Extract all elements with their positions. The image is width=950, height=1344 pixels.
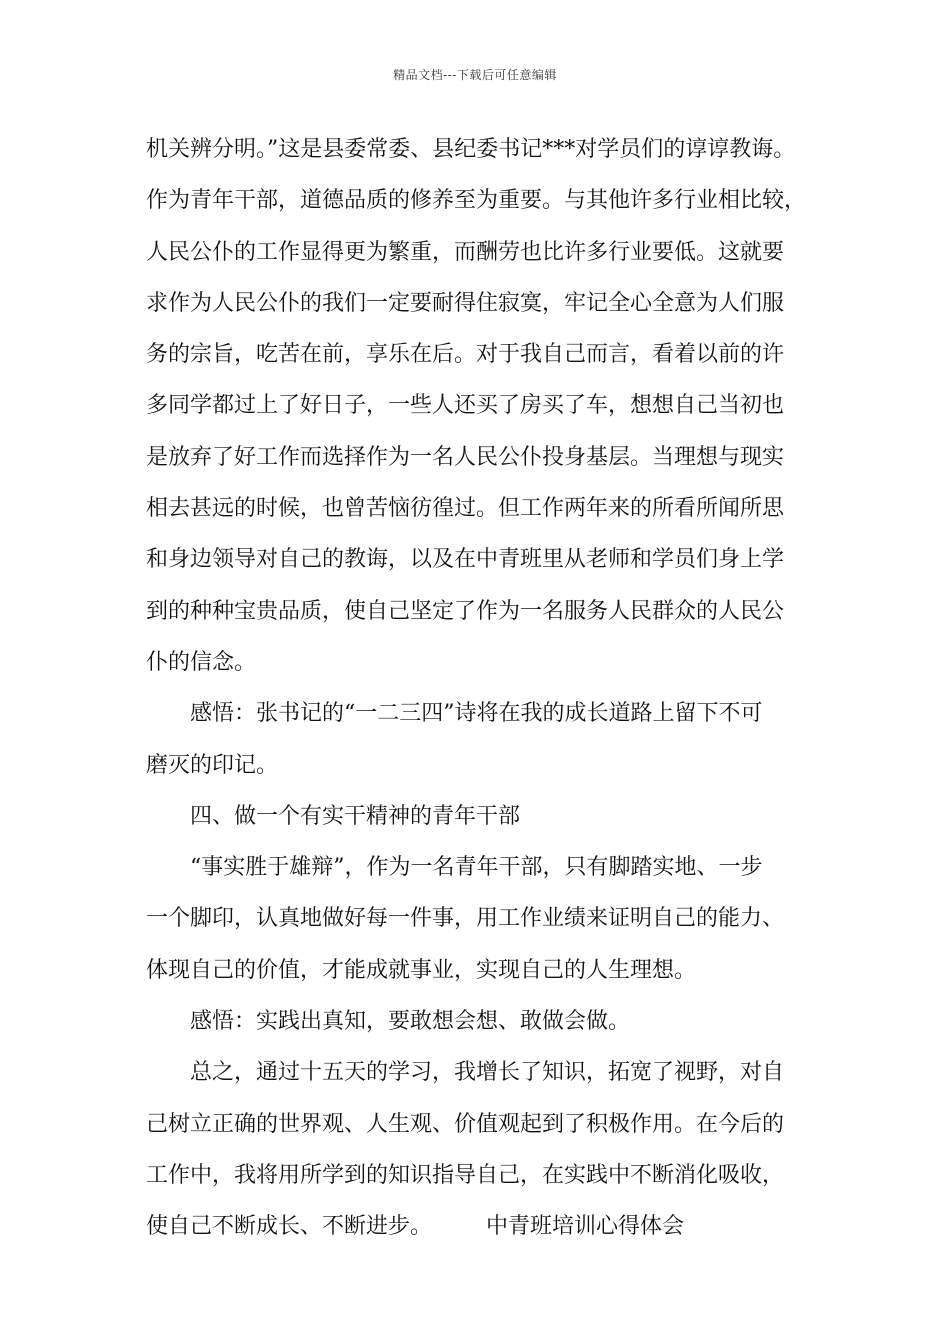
- text-line: 工作中，我将用所学到的知识指导自己，在实践中不断消化吸收，: [146, 1162, 785, 1188]
- text-line: 相去甚远的时候，也曾苦恼彷徨过。但工作两年来的所看所闻所思: [146, 496, 785, 522]
- text-line: 总之，通过十五天的学习，我增长了知识，拓宽了视野，对自: [190, 1060, 785, 1086]
- text-line: 一个脚印，认真地做好每一件事，用工作业绩来证明自己的能力、: [146, 906, 785, 932]
- text-line: 多同学都过上了好日子，一些人还买了房买了车，想想自己当初也: [146, 393, 785, 419]
- page-header: 精品文档---下载后可任意编辑: [393, 68, 557, 82]
- text-line: “事实胜于雄辩”，作为一名青年干部，只有脚踏实地、一步: [190, 855, 763, 881]
- text-line-final: [146, 1209, 826, 1260]
- text-line: 求作为人民公仆的我们一定要耐得住寂寞，牢记全心全意为人们服: [146, 290, 785, 316]
- text-line: 到的种种宝贵品质，使自己坚定了作为一名服务人民群众的人民公: [146, 598, 785, 624]
- text-line: 体现自己的价值，才能成就事业，实现自己的人生理想。: [146, 957, 697, 983]
- text-line: 仆的信念。: [146, 649, 257, 675]
- text-line-content: 使自己不断成长、不断进步。: [146, 1214, 433, 1240]
- text-line: 是放弃了好工作而选择作为一名人民公仆投身基层。当理想与现实: [146, 444, 785, 470]
- text-line: 机关辨分明。”这是县委常委、县纪委书记***对学员们的谆谆教诲。: [146, 137, 796, 162]
- text-line: 人民公仆的工作显得更为繁重，而酬劳也比许多行业要低。这就要: [146, 239, 785, 265]
- text-line: 和身边领导对自己的教诲，以及在中青班里从老师和学员们身上学: [146, 547, 785, 573]
- text-line: 感悟：张书记的“一二三四”诗将在我的成长道路上留下不可: [190, 701, 763, 727]
- document-body: [146, 132, 826, 1261]
- text-line: 作为青年干部，道德品质的修养至为重要。与其他许多行业相比较，: [146, 188, 807, 214]
- text-line: 务的宗旨，吃苦在前，享乐在后。对于我自己而言，看着以前的许: [146, 342, 785, 368]
- text-line: 感悟：实践出真知，要敢想会想、敢做会做。: [190, 1009, 631, 1035]
- text-line: 磨灭的印记。: [146, 752, 279, 778]
- text-line: 己树立正确的世界观、人生观、价值观起到了积极作用。在今后的: [146, 1111, 785, 1137]
- document-title-trailing: 中青班培训心得体会: [486, 1214, 685, 1240]
- section-heading: 四、做一个有实干精神的青年干部: [190, 803, 521, 829]
